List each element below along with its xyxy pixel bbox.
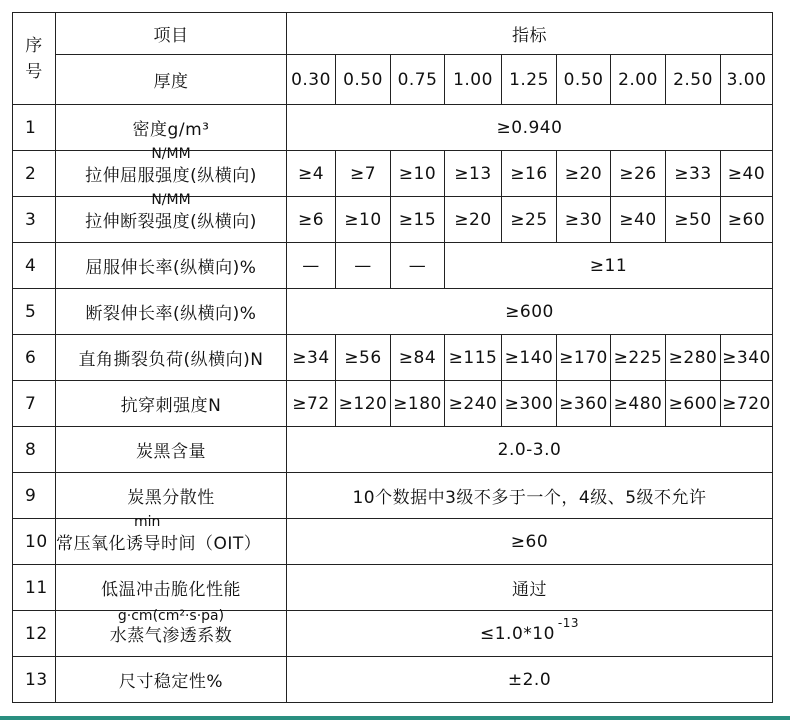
thickness-value: 3.00	[721, 55, 773, 105]
row-item: 炭黑分散性	[56, 473, 287, 519]
row-value: ≥600	[666, 381, 721, 427]
row-value: ≥340	[721, 335, 773, 381]
row-value: ≥225	[611, 335, 666, 381]
row-value: ≥10	[336, 197, 391, 243]
row-number: 7	[13, 381, 56, 427]
thickness-value: 0.50	[557, 55, 611, 105]
row-number: 6	[13, 335, 56, 381]
thickness-row	[13, 55, 773, 105]
row-value: ≥60	[287, 519, 773, 565]
table-row	[13, 519, 773, 565]
thickness-value: 2.00	[611, 55, 666, 105]
row-value: ≥280	[666, 335, 721, 381]
row-number: 8	[13, 427, 56, 473]
row-unit: N/MM	[151, 146, 191, 162]
row-value: ≥0.940	[287, 105, 773, 151]
row-value: ≥56	[336, 335, 391, 381]
table-row	[13, 611, 773, 657]
row-value: ≥40	[721, 151, 773, 197]
table-row	[13, 427, 773, 473]
row-value: ≥33	[666, 151, 721, 197]
row-item: 屈服伸长率(纵横向)%	[56, 243, 287, 289]
row-value: 10个数据中3级不多于一个，4级、5级不允许	[287, 473, 773, 519]
row-unit: min	[134, 514, 161, 530]
row-item	[56, 146, 287, 197]
row-value: ≥20	[445, 197, 502, 243]
bottom-accent-strip	[0, 716, 790, 720]
row-number: 10	[13, 519, 56, 565]
row-number: 5	[13, 289, 56, 335]
row-value: ≥180	[391, 381, 445, 427]
thickness-value: 0.50	[336, 55, 391, 105]
row-item	[56, 608, 287, 657]
row-number: 1	[13, 105, 56, 151]
row-unit: N/MM	[151, 192, 191, 208]
row-value: ≥72	[287, 381, 336, 427]
row-value: —	[336, 243, 391, 289]
row-value: ≥480	[611, 381, 666, 427]
row-value: ≥720	[721, 381, 773, 427]
header-row	[13, 13, 773, 55]
table-row	[13, 335, 773, 381]
row-value: ≥240	[445, 381, 502, 427]
row-item-label: 常压氧化诱导时间（OIT）	[56, 534, 262, 554]
row-value: ≥26	[611, 151, 666, 197]
row-number: 13	[13, 657, 56, 703]
spec-table	[12, 12, 773, 703]
row-value: ±2.0	[287, 657, 773, 703]
row-number: 3	[13, 197, 56, 243]
row-item-label: 拉伸屈服强度(纵横向)	[85, 166, 257, 186]
row-value: ≥84	[391, 335, 445, 381]
row-value: ≥120	[336, 381, 391, 427]
item-header: 项目	[56, 13, 287, 55]
row-value: ≥115	[445, 335, 502, 381]
row-item	[56, 192, 287, 243]
row-value	[287, 611, 773, 657]
row-value: ≥50	[666, 197, 721, 243]
row-value: ≥40	[611, 197, 666, 243]
row-item: 炭黑含量	[56, 427, 287, 473]
row-number: 2	[13, 151, 56, 197]
row-value: ≥360	[557, 381, 611, 427]
row-item: 断裂伸长率(纵横向)%	[56, 289, 287, 335]
row-value: 2.0-3.0	[287, 427, 773, 473]
row-item: 低温冲击脆化性能	[56, 565, 287, 611]
row-item: 抗穿刺强度N	[56, 381, 287, 427]
row-value: ≥300	[502, 381, 557, 427]
row-value: ≥600	[287, 289, 773, 335]
row-item-label: 拉伸断裂强度(纵横向)	[85, 212, 257, 232]
row-value: —	[287, 243, 336, 289]
row-value: ≥11	[445, 243, 773, 289]
row-number: 12	[13, 611, 56, 657]
table-row	[13, 197, 773, 243]
table-row	[13, 381, 773, 427]
row-value: ≥34	[287, 335, 336, 381]
indicator-header: 指标	[287, 13, 773, 55]
thickness-value: 1.00	[445, 55, 502, 105]
row-value: ≥10	[391, 151, 445, 197]
thickness-label: 厚度	[56, 55, 287, 105]
row-value: ≥6	[287, 197, 336, 243]
thickness-value: 0.75	[391, 55, 445, 105]
table-row	[13, 105, 773, 151]
table-row	[13, 289, 773, 335]
seq-header: 序 号	[13, 13, 56, 105]
row-item: 尺寸稳定性%	[56, 657, 287, 703]
thickness-value: 2.50	[666, 55, 721, 105]
row-value: ≥170	[557, 335, 611, 381]
row-value: ≥60	[721, 197, 773, 243]
row-value: 通过	[287, 565, 773, 611]
row-number: 9	[13, 473, 56, 519]
row-number: 4	[13, 243, 56, 289]
table-row	[13, 243, 773, 289]
row-item: 密度g/m³	[56, 105, 287, 151]
row-value: ≥7	[336, 151, 391, 197]
table-row	[13, 151, 773, 197]
row-value: ≥30	[557, 197, 611, 243]
row-value: ≥25	[502, 197, 557, 243]
row-value-exponent: -13	[557, 615, 580, 630]
row-value: ≥4	[287, 151, 336, 197]
row-value-text: ≤1.0*10	[479, 623, 555, 644]
row-value: ≥13	[445, 151, 502, 197]
thickness-value: 1.25	[502, 55, 557, 105]
row-value: ≥15	[391, 197, 445, 243]
row-value: ≥140	[502, 335, 557, 381]
row-value: —	[391, 243, 445, 289]
row-item: 直角撕裂负荷(纵横向)N	[56, 335, 287, 381]
table-row	[13, 473, 773, 519]
table-row	[13, 565, 773, 611]
row-value: ≥16	[502, 151, 557, 197]
row-value: ≥20	[557, 151, 611, 197]
row-item-label: 水蒸气渗透系数	[109, 626, 233, 646]
table-row	[13, 657, 773, 703]
row-item	[56, 514, 287, 565]
row-unit: g·cm(cm²·s·pa)	[117, 608, 225, 624]
row-number: 11	[13, 565, 56, 611]
thickness-value: 0.30	[287, 55, 336, 105]
